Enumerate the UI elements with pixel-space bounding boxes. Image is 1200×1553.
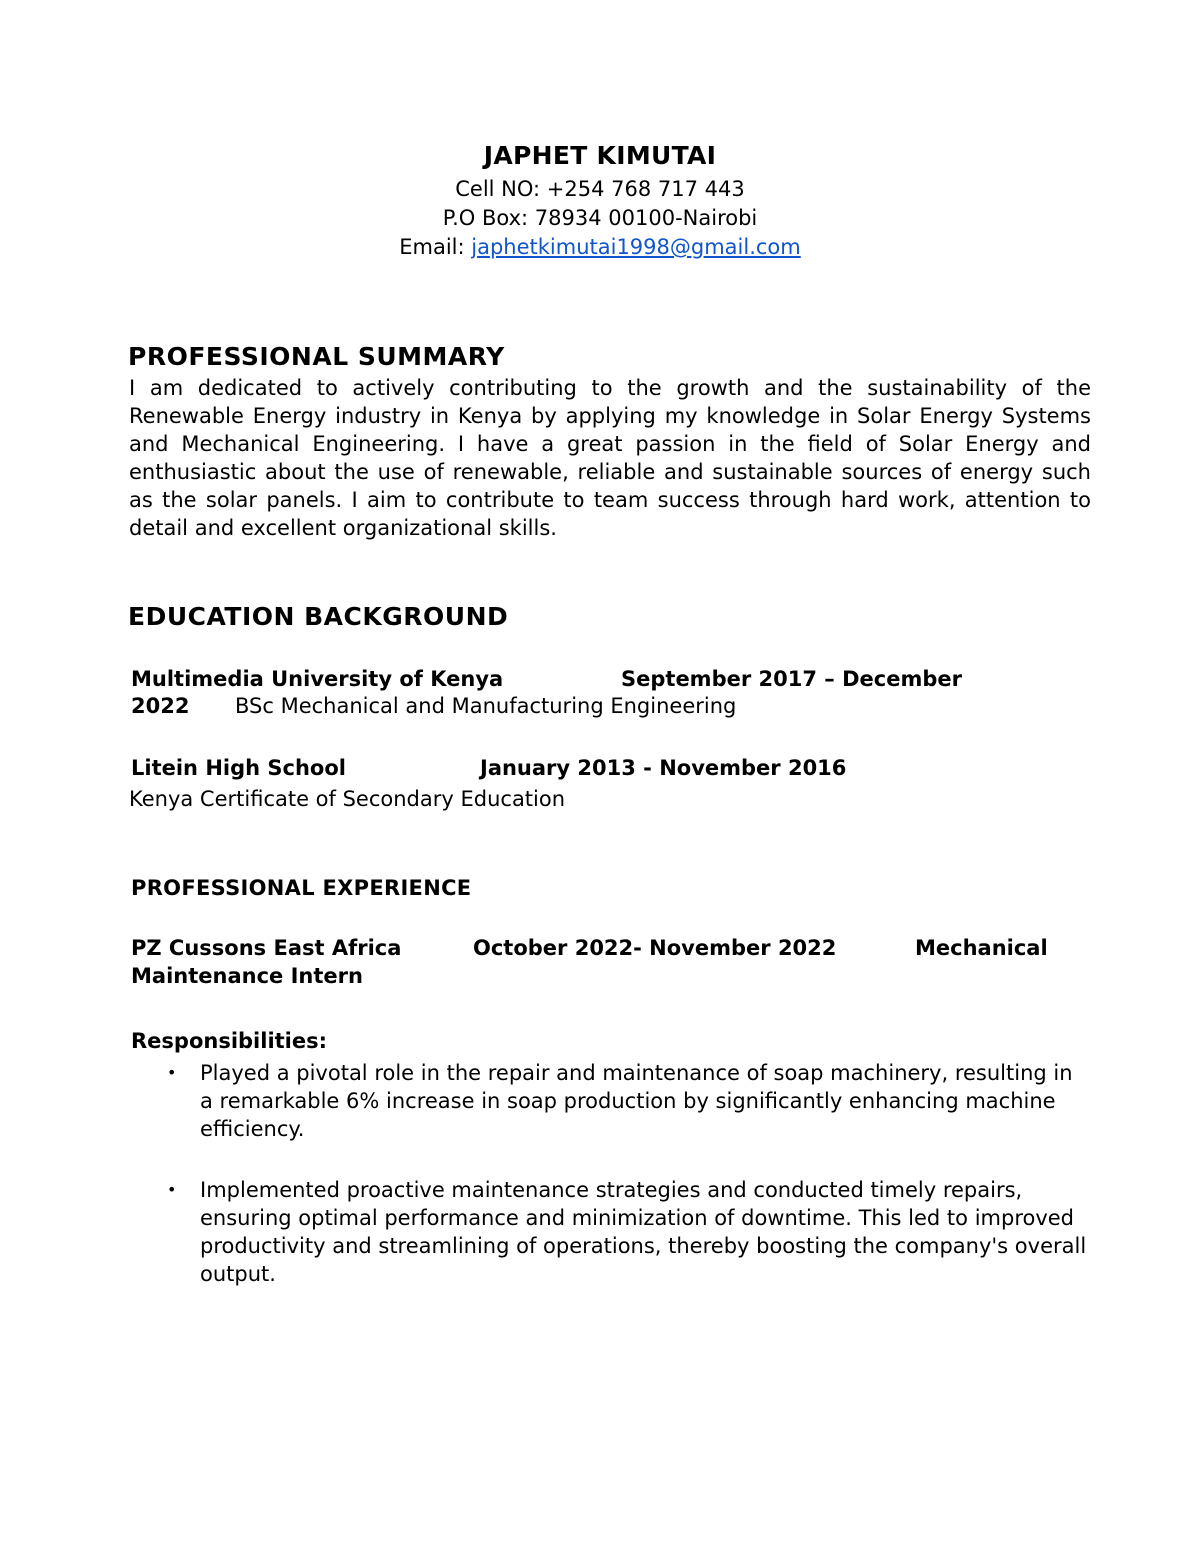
responsibility-item xyxy=(131,1059,1091,1143)
education-dates: September 2017 – December xyxy=(621,667,962,691)
bullet-icon: • xyxy=(167,1063,177,1082)
responsibility-item xyxy=(131,1176,1091,1288)
experience-role: Mechanical xyxy=(915,936,1048,960)
summary-heading: PROFESSIONAL SUMMARY xyxy=(128,342,505,371)
email-label: Email: xyxy=(399,235,472,259)
experience-company: PZ Cussons East Africa xyxy=(131,936,402,960)
summary-text: I am dedicated to actively contributing to the growth and the sustainability of the Renewable Energy industry in Kenya by applying my knowledge in Solar Energy Systems and Mechanical Engineering. I have a great passion in the field of Solar Energy and enthusiastic about the use of renewable, reliable and sustainable sources of energy such as the solar panels. I aim to contribute to team success through hard work, attention to detail and excellent organizational skills. xyxy=(129,376,1091,540)
responsibility-text: Implemented proactive maintenance strategies and conducted timely repairs, ensuring optimal performance and minimization of downtime. This led to improved productivity and streamlining of operations, thereby boosting the company's overall output. xyxy=(200,1178,1087,1286)
candidate-name: JAPHET KIMUTAI xyxy=(483,141,717,170)
experience-role-continued: Maintenance Intern xyxy=(131,964,363,988)
bullet-icon: • xyxy=(167,1180,177,1199)
education-institution: Multimedia University of Kenya xyxy=(131,667,504,691)
responsibility-text: Played a pivotal role in the repair and maintenance of soap machinery, resulting in a remarkable 6% increase in soap production by significantly enhancing machine efficiency. xyxy=(200,1061,1073,1141)
education-qualification: BSc Mechanical and Manufacturing Engineering xyxy=(235,694,737,718)
list-item xyxy=(131,1059,1091,1143)
education-dates: January 2013 - November 2016 xyxy=(480,756,847,780)
education-heading: EDUCATION BACKGROUND xyxy=(128,602,509,631)
email-link[interactable]: japhetkimutai1998@gmail.com xyxy=(471,235,801,259)
po-box: P.O Box: 78934 00100-Nairobi xyxy=(442,206,758,230)
education-institution: Litein High School xyxy=(131,756,346,780)
email-line xyxy=(0,233,1200,262)
experience-heading: PROFESSIONAL EXPERIENCE xyxy=(131,876,472,900)
education-qualification: Kenya Certificate of Secondary Education xyxy=(129,787,566,811)
responsibilities-label: Responsibilities: xyxy=(131,1029,328,1053)
list-item xyxy=(131,1176,1091,1288)
experience-dates: October 2022- November 2022 xyxy=(473,936,837,960)
education-dates-continued: 2022 xyxy=(131,694,190,718)
cell-number: Cell NO: +254 768 717 443 xyxy=(455,177,745,201)
